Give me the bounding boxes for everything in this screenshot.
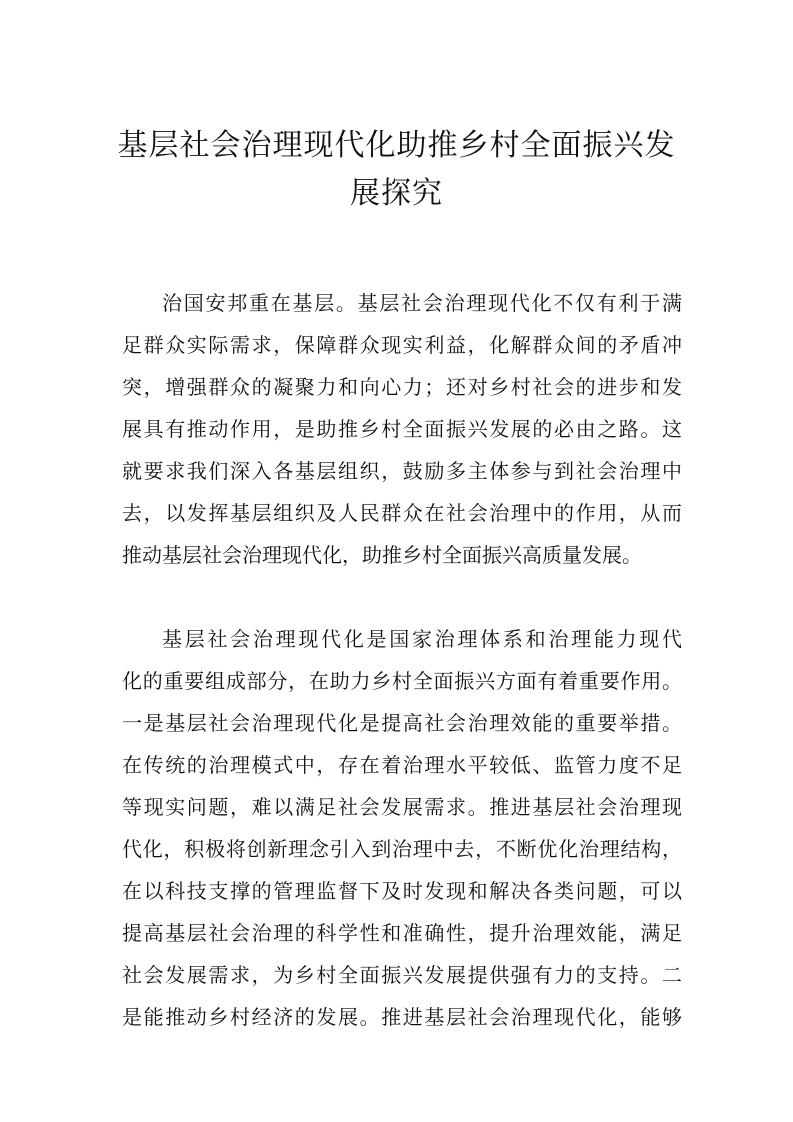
paragraph-2-line-2: 化的重要组成部分，在助力乡村全面振兴方面有着重要作用。 bbox=[122, 669, 682, 693]
paragraph-2-line-4: 在传统的治理模式中，存在着治理水平较低、监管力度不足 bbox=[122, 753, 682, 777]
paragraph-2-line-10: 是能推动乡村经济的发展。推进基层社会治理现代化，能够 bbox=[122, 1005, 682, 1029]
paragraph-2-line-8: 提高基层社会治理的科学性和准确性，提升治理效能，满足 bbox=[122, 921, 682, 945]
paragraph-2-line-1: 基层社会治理现代化是国家治理体系和治理能力现代 bbox=[162, 627, 682, 651]
paragraph-2-line-7: 在以科技支撑的管理监督下及时发现和解决各类问题，可以 bbox=[122, 879, 682, 903]
paragraph-2-line-5: 等现实问题，难以满足社会发展需求。推进基层社会治理现 bbox=[122, 795, 682, 819]
paragraph-1-line-7: 推动基层社会治理现代化，助推乡村全面振兴高质量发展。 bbox=[122, 543, 642, 567]
paragraph-2-line-9: 社会发展需求，为乡村全面振兴发展提供强有力的支持。二 bbox=[122, 963, 682, 987]
paragraph-1-line-1: 治国安邦重在基层。基层社会治理现代化不仅有利于满 bbox=[162, 291, 682, 315]
paragraph-1-line-4: 展具有推动作用，是助推乡村全面振兴发展的必由之路。这 bbox=[122, 417, 682, 441]
document-title-line-1: 基层社会治理现代化助推乡村全面振兴发 bbox=[117, 128, 676, 163]
document-title-line-2: 展探究 bbox=[350, 176, 443, 211]
paragraph-1-line-2: 足群众实际需求，保障群众现实利益，化解群众间的矛盾冲 bbox=[122, 333, 682, 357]
paragraph-2-line-6: 代化，积极将创新理念引入到治理中去，不断优化治理结构， bbox=[122, 837, 682, 861]
paragraph-2-line-3: 一是基层社会治理现代化是提高社会治理效能的重要举措。 bbox=[122, 711, 682, 735]
paragraph-1-line-5: 就要求我们深入各基层组织，鼓励多主体参与到社会治理中 bbox=[122, 459, 682, 483]
paragraph-1-line-6: 去，以发挥基层组织及人民群众在社会治理中的作用，从而 bbox=[122, 501, 682, 525]
paragraph-1-line-3: 突，增强群众的凝聚力和向心力；还对乡村社会的进步和发 bbox=[122, 375, 682, 399]
